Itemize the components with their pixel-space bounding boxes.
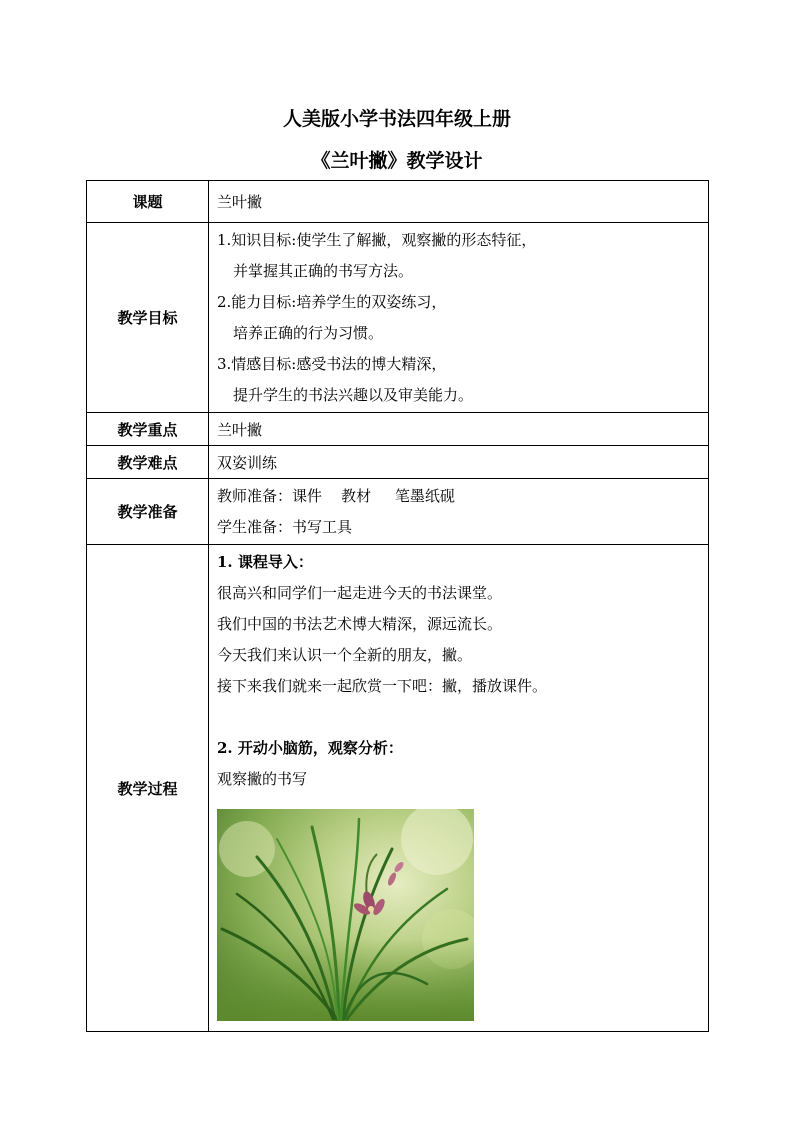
row-difficulty: [87, 446, 709, 479]
label-process: 教学过程: [87, 545, 209, 1032]
step1-line: 我们中国的书法艺术博大精深，源远流长。: [217, 615, 503, 633]
goal-line: 并掌握其正确的书写方法。: [233, 261, 414, 280]
lesson-plan-table: [86, 180, 709, 1032]
value-goals: [209, 223, 709, 413]
teacher-prep: 教师准备：课件 教材 笔墨纸砚: [217, 486, 455, 505]
step2-heading: 2. 开动小脑筋，观察分析：: [217, 739, 403, 757]
row-goals: [87, 223, 709, 413]
value-process: [209, 545, 709, 1032]
step1-line: 很高兴和同学们一起走进今天的书法课堂。: [217, 584, 503, 602]
value-preparation: [209, 479, 709, 545]
step1-line: 今天我们来认识一个全新的朋友，撇。: [217, 646, 473, 664]
orchid-photo: [217, 809, 474, 1021]
step1-heading: 1. 课程导入：: [217, 553, 313, 571]
label-topic: 课题: [87, 181, 209, 223]
document-title: 人美版小学书法四年级上册: [282, 108, 511, 130]
label-difficulty: 教学难点: [87, 446, 209, 479]
student-prep: 学生准备：书写工具: [217, 517, 353, 536]
document-subtitle: 《兰叶撇》教学设计: [311, 150, 483, 172]
row-preparation: [87, 479, 709, 545]
goal-line: 培养正确的行为习惯。: [233, 323, 384, 342]
value-topic: 兰叶撇: [209, 181, 709, 223]
value-key-point: 兰叶撇: [209, 413, 709, 446]
row-topic: [87, 181, 709, 223]
step2-text: 观察撇的书写: [217, 770, 308, 788]
row-process: [87, 545, 709, 1032]
row-key-point: [87, 413, 709, 446]
goal-line: 3.情感目标:感受书法的博大精深，: [217, 354, 447, 373]
value-difficulty: 双姿训练: [209, 446, 709, 479]
goal-line: 1.知识目标:使学生了解撇，观察撇的形态特征，: [217, 230, 537, 249]
goal-line: 提升学生的书法兴趣以及审美能力。: [233, 385, 474, 404]
step1-line: 接下来我们就来一起欣赏一下吧：撇，播放课件。: [217, 677, 548, 695]
label-preparation: 教学准备: [87, 479, 209, 545]
goal-line: 2.能力目标:培养学生的双姿练习，: [217, 292, 447, 311]
orchid-illustration: [217, 809, 474, 1021]
label-key-point: 教学重点: [87, 413, 209, 446]
label-goals: 教学目标: [87, 223, 209, 413]
